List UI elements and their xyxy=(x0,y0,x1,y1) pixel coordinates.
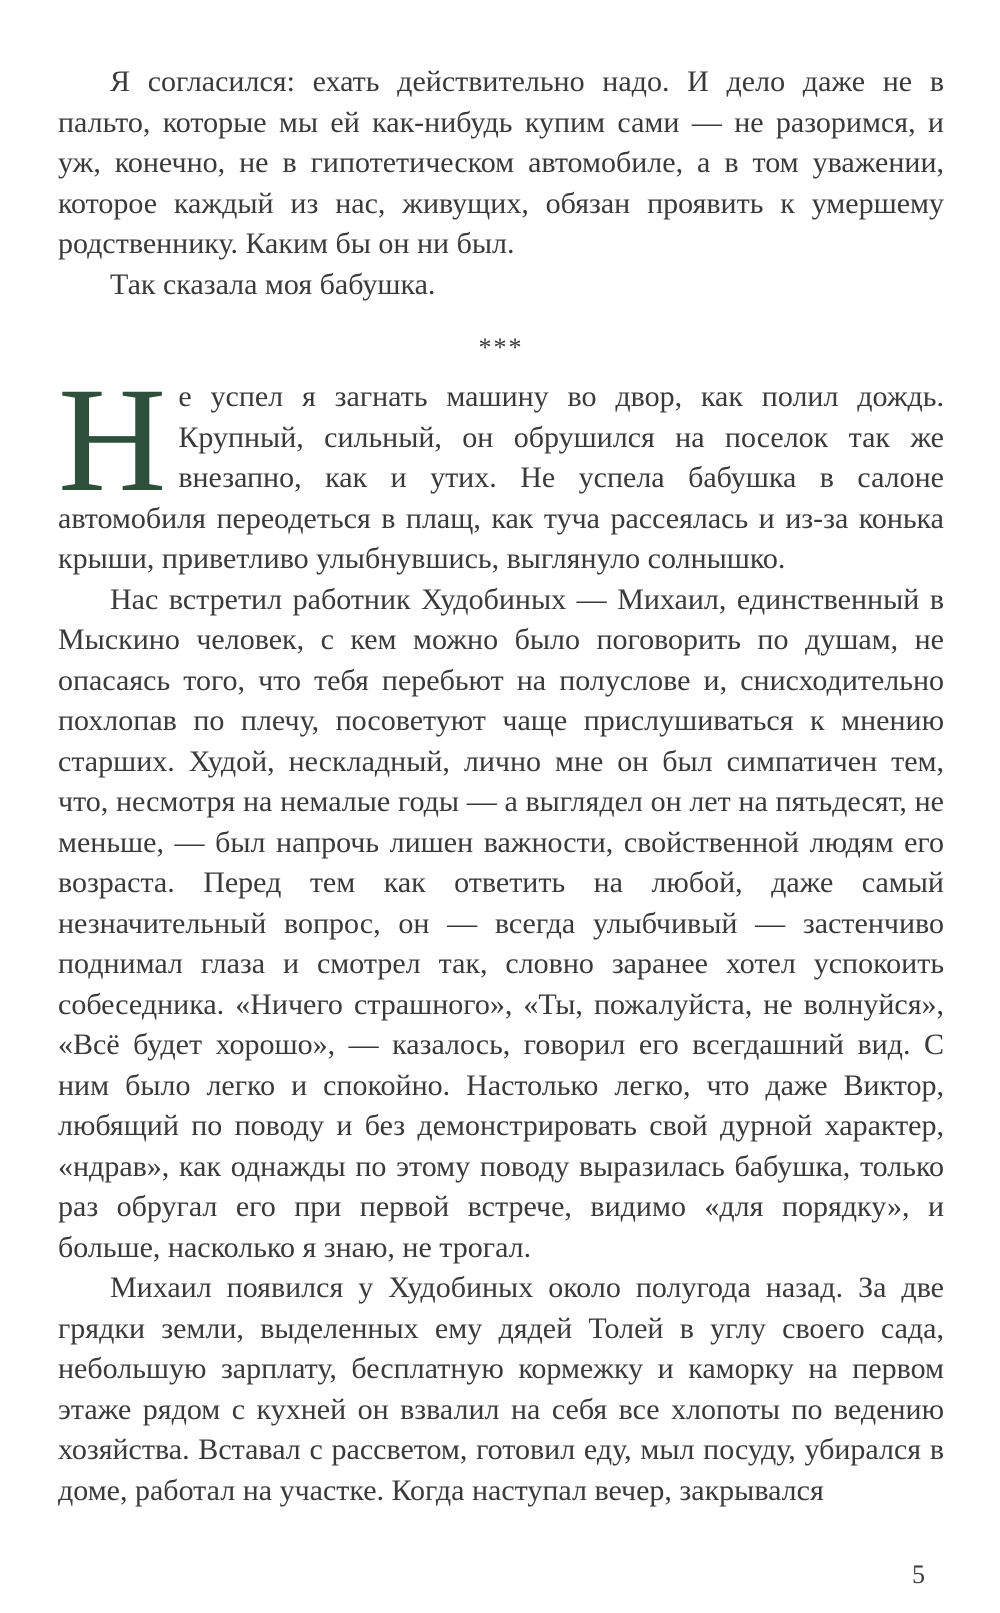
paragraph-intro-2: Так сказала моя бабушка. xyxy=(110,267,436,301)
chapter-opening-paragraph xyxy=(58,357,944,580)
paragraph-body-2: Михаил появился у Худобиных около полугода назад. За две грядки земли, выделенных ему дядей Толей в углу своего сада, небольшую зарплату, бесплатную кормежку и каморку на первом этаже рядом с кухней он взвалил на себя все хлопоты по ведению хозяйства. Вставал с рассветом, готовил еду, мыл посуду, убирался в доме, работал на участке. Когда наступал вечер, закрывался xyxy=(58,1271,944,1507)
page-number: 5 xyxy=(912,1560,925,1589)
drop-cap-letter: Н xyxy=(58,357,167,523)
paragraph-intro-1: Я согласился: ехать действительно надо. И дело даже не в пальто, которые мы ей как-нибудь купим сами — не разоримся, и уж, конечно, не в гипотетическом автомобиле, а в том уважении, которое каждый из нас, живущих, обязан проявить к умершему родственнику. Каким бы он ни был. xyxy=(58,65,944,260)
chapter-opening-text: е успел я загнать машину во двор, как полил дождь. Крупный, сильный, он обрушился на поселок так же внезапно, как и утих. Не успела бабушка в салоне автомобиля переодеться в плащ, как туча рассеялась и из-за конька крыши, приветливо улыбнувшись, выглянуло солнышко. xyxy=(58,380,944,575)
paragraph-body-1: Нас встретил работник Худобиных — Михаил, единственный в Мыскино человек, с кем можно было поговорить по душам, не опасаясь того, что тебя перебьют на полуслове и, снисходительно похлопав по плечу, посоветуют чаще прислушиваться к мнению старших. Худой, нескладный, лично мне он был симпатичен тем, что, несмотря на немалые годы — а выглядел он лет на пятьдесят, не меньше, — был напрочь лишен важности, свойственной людям его возраста. Перед тем как ответить на любой, даже самый незначительный вопрос, он — всегда улыбчивый — застенчиво поднимал глаза и смотрел так, словно заранее хотел успокоить собеседника. «Ничего страшного», «Ты, пожалуйста, не волнуйся», «Всё будет хорошо», — казалось, говорил его всегдашний вид. С ним было легко и спокойно. Настолько легко, что даже Виктор, любящий по поводу и без демонстрировать свой дурной характер, «ндрав», как однажды по этому поводу выразилась бабушка, только раз обругал его при первой встрече, видимо «для порядку», и больше, насколько я знаю, не трогал. xyxy=(58,582,944,1264)
book-page-text xyxy=(58,62,944,1511)
section-separator: *** xyxy=(478,333,524,362)
